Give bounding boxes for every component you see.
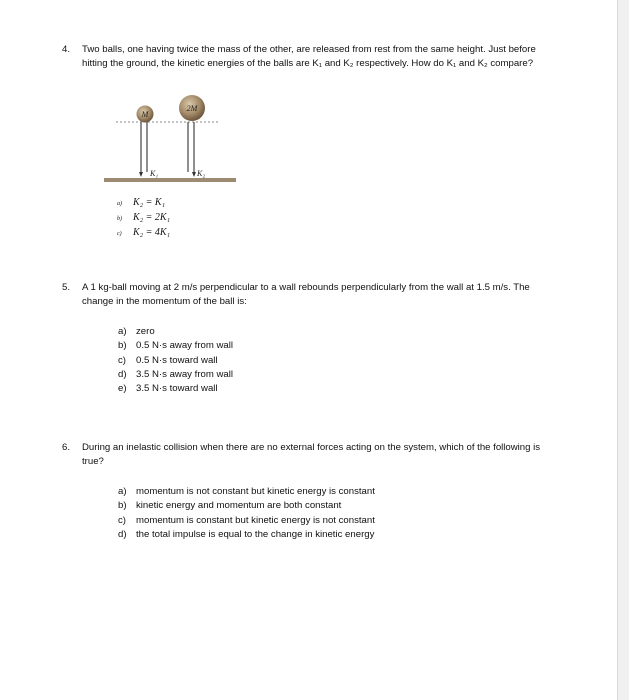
option-text: K₂ = 4K₁ xyxy=(133,227,171,238)
option-label: d) xyxy=(118,368,127,380)
question-6-options xyxy=(118,485,375,542)
question-4 xyxy=(62,43,552,71)
option-a[interactable] xyxy=(118,485,375,499)
option-label: c) xyxy=(117,231,122,237)
option-text: 0.5 N·s toward wall xyxy=(136,354,218,366)
option-label: e) xyxy=(118,383,127,395)
question-number: 6. xyxy=(62,442,71,453)
option-label: d) xyxy=(118,528,127,540)
option-text: K₂ = K₁ xyxy=(133,197,166,208)
k2-label: K₂ xyxy=(197,169,206,178)
option-text: 3.5 N·s toward wall xyxy=(136,383,218,395)
option-b[interactable] xyxy=(118,499,375,513)
option-label: b) xyxy=(118,340,127,352)
option-label: a) xyxy=(117,201,122,207)
question-text: A 1 kg-ball moving at 2 m/s perpendicular to a wall rebounds perpendicularly from the wall at 1.5 m/s. The change in the momentum of the ball is: xyxy=(82,282,530,307)
option-d[interactable] xyxy=(118,528,375,542)
option-e[interactable] xyxy=(118,382,233,396)
option-text: momentum is constant but kinetic energy is not constant xyxy=(136,514,375,526)
option-b[interactable] xyxy=(117,211,170,226)
question-text: Two balls, one having twice the mass of the other, are released from rest from the same height. Just before hitting the ground, the kinetic energies of the balls are K₁ and K₂ respectively. How do K₁ and K₂ compare? xyxy=(82,44,536,69)
option-text: K₂ = 2K₁ xyxy=(133,212,171,223)
k1-label: K₁ xyxy=(150,169,159,178)
question-number: 4. xyxy=(62,44,71,55)
option-text: 0.5 N·s away from wall xyxy=(136,340,234,352)
k1-arrowhead xyxy=(139,172,143,177)
option-label: a) xyxy=(118,326,127,337)
option-c[interactable] xyxy=(117,226,170,241)
option-label: c) xyxy=(118,354,126,366)
option-label: b) xyxy=(117,216,122,222)
question-6 xyxy=(62,441,552,469)
option-text: 3.5 N·s away from wall xyxy=(136,368,234,380)
option-text: momentum is not constant but kinetic energy is constant xyxy=(136,486,375,497)
option-text: zero xyxy=(136,326,155,337)
ground xyxy=(104,178,236,182)
falling-balls-figure xyxy=(100,92,240,187)
option-label: a) xyxy=(118,486,127,497)
option-d[interactable] xyxy=(118,368,233,382)
question-text: During an inelastic collision when there are no external forces acting on the system, which of the following is true? xyxy=(82,442,541,467)
option-c[interactable] xyxy=(118,354,233,368)
question-number: 5. xyxy=(62,282,71,293)
option-a[interactable] xyxy=(118,325,233,339)
option-c[interactable] xyxy=(118,514,375,528)
question-4-options xyxy=(117,196,170,241)
question-5-options xyxy=(118,325,233,396)
option-b[interactable] xyxy=(118,339,233,353)
k2-arrowhead xyxy=(192,172,196,177)
ball-2m-label: 2M xyxy=(186,104,198,113)
option-label: b) xyxy=(118,500,127,512)
ball-m-label: M xyxy=(141,110,149,119)
option-a[interactable] xyxy=(117,196,170,211)
option-text: kinetic energy and momentum are both constant xyxy=(136,500,342,512)
option-text: the total impulse is equal to the change in kinetic energy xyxy=(136,528,375,540)
option-label: c) xyxy=(118,514,126,526)
question-5 xyxy=(62,281,552,309)
